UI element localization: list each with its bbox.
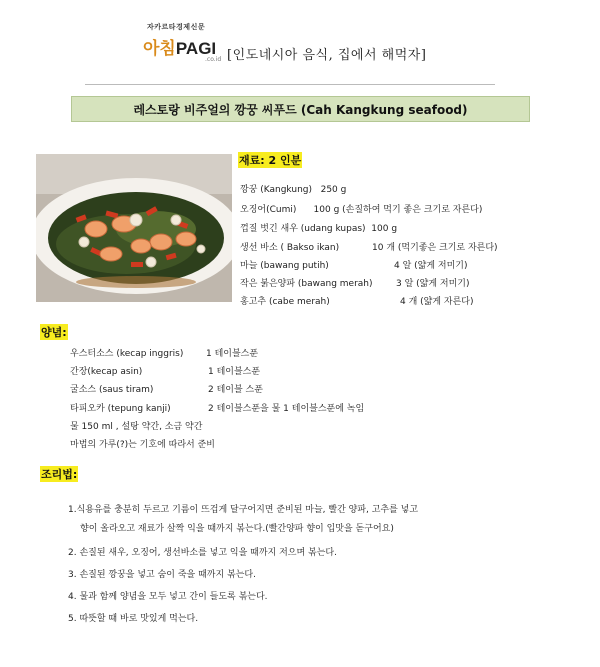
logo-pagi: PAGI	[175, 39, 217, 58]
sauce-extra: 마법의 가루(?)는 기호에 따라서 준비	[70, 440, 215, 450]
logo-domain: .co.id	[205, 56, 222, 63]
ingredient-name: 껍질 벗긴 새우 (udang kupas)	[240, 224, 366, 234]
sauce-amount: 1 테이블스푼	[208, 367, 261, 377]
header-tagline: [인도네시아 음식, 집에서 해먹자]	[227, 48, 427, 63]
ingredient-amount: 250 g	[320, 185, 347, 195]
ingredients-heading: 재료: 2 인분	[239, 154, 302, 167]
ingredient-item	[240, 240, 339, 253]
ingredient-item	[240, 202, 482, 215]
title-bar	[71, 96, 530, 122]
method-step-continued: 향이 올라오고 재료가 살짝 익을 때까지 볶는다.(빨간양파 향이 입맛을 돋구어요)	[80, 524, 394, 534]
method-step: 1.식용유를 충분히 두르고 기름이 뜨겁게 달구어지면 준비된 마늘, 빨간 양파, 고추를 넣고	[68, 505, 419, 515]
ingredient-amount: 3 알 (얇게 저미기)	[396, 279, 470, 289]
sauce-extra: 물 150 ml , 설탕 약간, 소금 약간	[70, 422, 203, 432]
logo-subtitle: 자카르타경제신문	[147, 23, 206, 31]
ingredient-amount: 4 알 (얇게 저미기)	[394, 261, 468, 271]
sauce-name: 우스터소스 (kecap inggris)	[70, 349, 184, 359]
ingredient-name: 홍고추 (cabe merah)	[240, 297, 330, 307]
dish-illustration	[36, 154, 232, 302]
ingredient-name: 오징어(Cumi)	[240, 205, 297, 215]
ingredient-amount: 4 개 (얇게 자른다)	[400, 297, 474, 307]
ingredient-name: 깡꿍 (Kangkung)	[240, 185, 313, 195]
ingredient-name: 마늘 (bawang putih)	[240, 261, 329, 271]
ingredient-name: 생선 바소 ( Bakso ikan)	[240, 243, 340, 253]
sauce-name: 굴소스 (saus tiram)	[70, 385, 154, 395]
logo-korean: 아침	[143, 39, 176, 59]
sauce-amount: 2 테이블스푼을 물 1 테이블스푼에 녹임	[208, 404, 365, 414]
sauce-amount: 2 테이블 스푼	[208, 385, 263, 395]
sauce-name: 간장(kecap asin)	[70, 367, 143, 377]
method-step: 3. 손질된 깡꿍을 넣고 숨이 죽을 때까지 볶는다.	[68, 570, 256, 580]
dish-photo	[36, 154, 232, 302]
ingredient-amount: 100 g	[371, 224, 398, 234]
ingredient-item	[240, 221, 397, 234]
sauce-name: 타피오카 (tepung kanji)	[70, 404, 171, 414]
ingredient-amount: 100 g (손질하여 먹기 좋은 크기로 자른다)	[313, 205, 483, 215]
method-step: 2. 손질된 새우, 오징어, 생선바소를 넣고 익을 때까지 저으며 볶는다.	[68, 548, 337, 558]
recipe-title: 레스토랑 비주얼의 깡꿍 씨푸드 (Cah Kangkung seafood)	[133, 103, 468, 117]
sauce-heading: 양념:	[41, 326, 67, 339]
ingredient-item	[240, 258, 329, 271]
method-step: 4. 물과 함께 양념을 모두 넣고 간이 들도록 볶는다.	[68, 592, 268, 602]
sauce-amount: 1 테이블스푼	[206, 349, 259, 359]
newspaper-logo	[143, 22, 235, 70]
ingredient-amount: 10 개 (먹기좋은 크기로 자른다)	[372, 243, 498, 253]
ingredient-name: 작은 붉은양파 (bawang merah)	[240, 279, 373, 289]
ingredient-item	[240, 294, 330, 307]
method-step: 5. 따뜻할 때 바로 맛있게 먹는다.	[68, 614, 199, 624]
ingredient-item	[240, 182, 346, 195]
method-heading: 조리법:	[41, 468, 78, 481]
ingredient-item	[240, 276, 373, 289]
header-divider	[85, 84, 495, 85]
